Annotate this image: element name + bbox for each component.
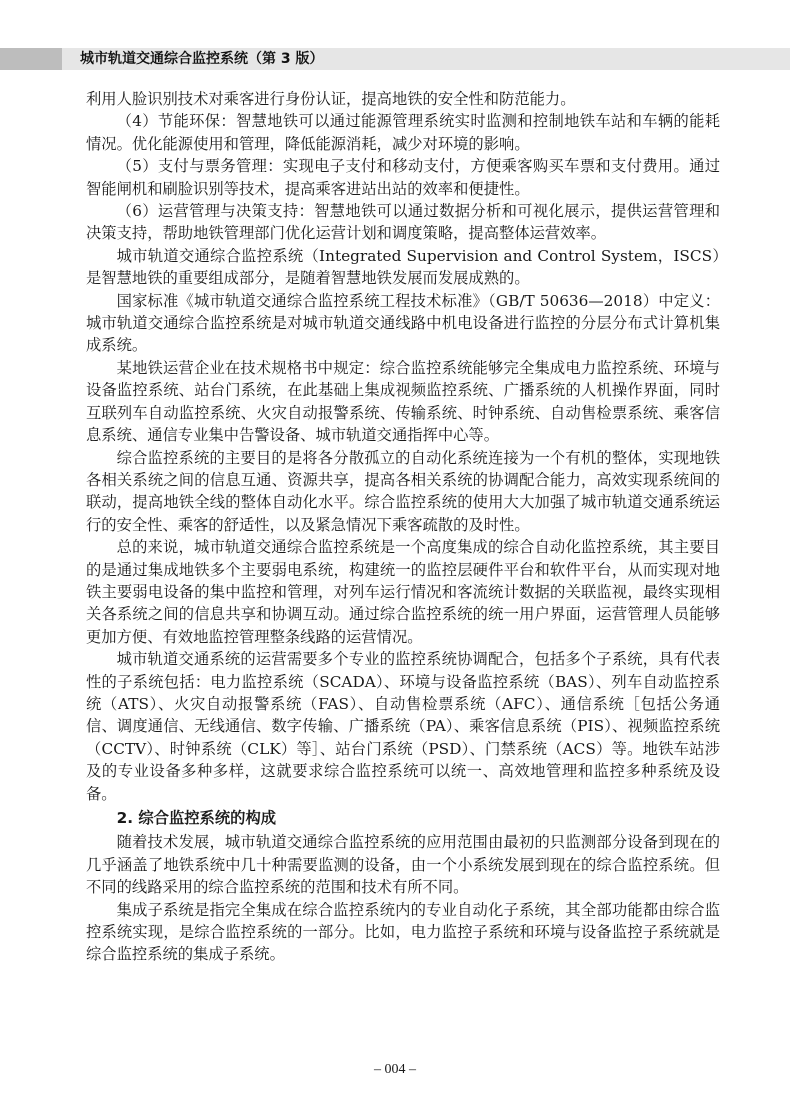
paragraph-energy-saving: （4）节能环保：智慧地铁可以通过能源管理系统实时监测和控制地铁车站和车辆的能耗情况。优化能源使用和管理，降低能源消耗，减少对环境的影响。	[86, 112, 720, 153]
paragraph-subsystems: 城市轨道交通系统的运营需要多个专业的监控系统协调配合，包括多个子系统，具有代表性的子系统包括：电力监控系统（SCADA）、环境与设备监控系统（BAS）、列车自动监控系统（ATS）、火灾自动报警系统（FAS）、自动售检票系统（AFC）、通信系统［包括公务通信、调度通信、无线通信、数字传输、广播系统（PA）、乘客信息系统（PIS）、视频监控系统（CCTV）、时钟系统（CLK）等］、站台门系统（PSD）、门禁系统（ACS）等。地铁车站涉及的专业设备多种多样，这就要求综合监控系统可以统一、高效地管理和监控多种系统及设备。	[86, 650, 720, 803]
paragraph-national-standard: 国家标准《城市轨道交通综合监控系统工程技术标准》（GB/T 50636—2018）中定义：城市轨道交通综合监控系统是对城市轨道交通线路中机电设备进行监控的分层分布式计算机集成系统。	[86, 291, 720, 355]
paragraph-spec: 某地铁运营企业在技术规格书中规定：综合监控系统能够完全集成电力监控系统、环境与设备监控系统、站台门系统，在此基础上集成视频监控系统、广播系统的人机操作界面，同时互联列车自动监控系统、火灾自动报警系统、传输系统、时钟系统、自动售检票系统、乘客信息系统、通信专业集中告警设备、城市轨道交通指挥中心等。	[86, 358, 720, 445]
body-text	[86, 88, 720, 966]
page-number: – 004 –	[374, 1062, 416, 1077]
paragraph-continued: 利用人脸识别技术对乘客进行身份认证，提高地铁的安全性和防范能力。	[86, 90, 576, 108]
paragraph-summary: 总的来说，城市轨道交通综合监控系统是一个高度集成的综合自动化监控系统，其主要目的是通过集成地铁多个主要弱电系统，构建统一的监控层硬件平台和软件平台，从而实现对地铁主要弱电设备的集中监控和管理，对列车运行情况和客流统计数据的关联监视，最终实现相关各系统之间的信息共享和协调互动。通过综合监控系统的统一用户界面，运营管理人员能够更加方便、有效地监控管理整条线路的运营情况。	[86, 538, 720, 646]
paragraph-integrated-subsystem: 集成子系统是指完全集成在综合监控系统内的专业自动化子系统，其全部功能都由综合监控系统实现，是综合监控系统的一部分。比如，电力监控子系统和环境与设备监控子系统就是综合监控系统的集成子系统。	[86, 900, 720, 964]
paragraph-iscs-intro: 城市轨道交通综合监控系统（Integrated Supervision and Control System，ISCS）是智慧地铁的重要组成部分，是随着智慧地铁发展而发展成熟的。	[86, 246, 720, 288]
paragraph-development: 随着技术发展，城市轨道交通综合监控系统的应用范围由最初的只监测部分设备到现在的几乎涵盖了地铁系统中几十种需要监测的设备，由一个小系统发展到现在的综合监控系统。但不同的线路采用的综合监控系统的范围和技术有所不同。	[86, 833, 720, 897]
paragraph-payment: （5）支付与票务管理：实现电子支付和移动支付，方便乘客购买车票和支付费用。通过智能闸机和刷脸识别等技术，提高乘客进站出站的效率和便捷性。	[86, 157, 720, 198]
header-accent-block	[0, 48, 62, 70]
section-heading: 2. 综合监控系统的构成	[116, 809, 277, 827]
paragraph-operations: （6）运营管理与决策支持：智慧地铁可以通过数据分析和可视化展示，提供运营管理和决策支持，帮助地铁管理部门优化运营计划和调度策略，提高整体运营效率。	[86, 202, 720, 243]
running-header	[0, 48, 790, 70]
paragraph-purpose: 综合监控系统的主要目的是将各分散孤立的自动化系统连接为一个有机的整体，实现地铁各相关系统之间的信息互通、资源共享，提高各相关系统的协调配合能力，高效实现系统间的联动，提高地铁全线的整体自动化水平。综合监控系统的使用大大加强了城市轨道交通系统运行的安全性、乘客的舒适性，以及紧急情况下乘客疏散的及时性。	[86, 448, 720, 534]
book-title: 城市轨道交通综合监控系统（第 3 版）	[80, 51, 324, 67]
